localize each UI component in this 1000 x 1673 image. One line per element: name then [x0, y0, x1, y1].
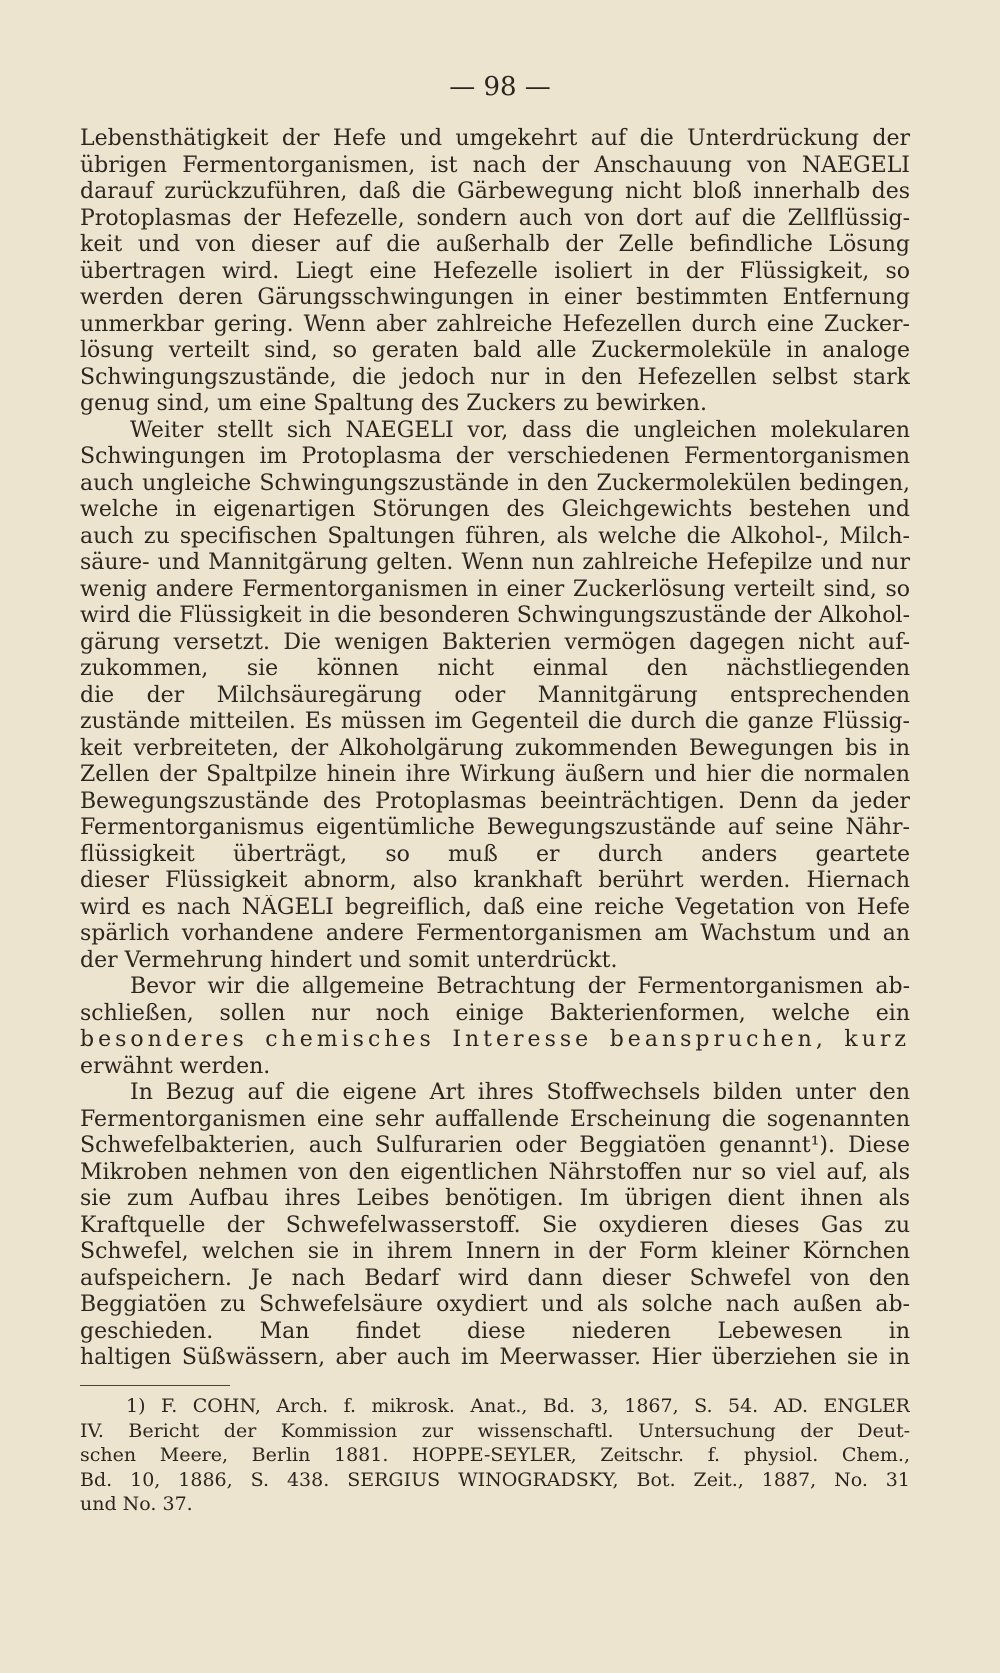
text-line: zustände mitteilen. Es müssen im Gegenteil die durch die ganze Flüssig-: [80, 709, 910, 734]
footnote-line: und No. 37.: [80, 1493, 193, 1515]
text-line: genug sind, um eine Spaltung des Zuckers zu bewirken.: [80, 391, 707, 416]
text-line: gärung versetzt. Die wenigen Bakterien vermögen dagegen nicht auf-: [80, 629, 910, 655]
footnote-line: schen Meere, Berlin 1881. HOPPE-SEYLER, Zeitschr. f. physiol. Chem.,: [80, 1444, 910, 1466]
text-line: lösung verteilt sind, so geraten bald alle Zuckermoleküle in analoge: [80, 338, 910, 363]
text-line: haltigen Süßwässern, aber auch im Meerwasser. Hier überziehen sie in: [80, 1345, 910, 1370]
text-line: besonderes chemisches Interesse beanspruchen, kurz: [80, 1027, 910, 1052]
text-line: unmerkbar gering. Wenn aber zahlreiche Hefezellen durch eine Zucker-: [80, 311, 910, 337]
text-line: Lebensthätigkeit der Hefe und umgekehrt auf die Unterdrückung der: [80, 126, 910, 151]
page-number: — 98 —: [449, 72, 551, 102]
text-line: Bewegungszustände des Protoplasmas beeinträchtigen. Denn da jeder: [80, 788, 910, 814]
paragraph-1: [80, 126, 910, 418]
text-line: Bevor wir die allgemeine Betrachtung der Fermentorganismen ab-: [130, 974, 910, 999]
text-line: auch ungleiche Schwingungszustände in den Zuckermolekülen bedingen,: [80, 470, 910, 496]
text-line: geschieden. Man findet diese niederen Lebewesen in: [80, 1318, 910, 1344]
text-line: Schwingungen im Protoplasma der verschiedenen Fermentorganismen: [80, 444, 910, 469]
paragraph-3: [80, 974, 910, 1080]
text-line: dieser Flüssigkeit abnorm, also krankhaft berührt werden. Hiernach: [80, 868, 910, 893]
text-line: Mikroben nehmen von den eigentlichen Nährstoffen nur so viel auf, als: [80, 1159, 910, 1185]
text-line: werden deren Gärungsschwingungen in einer bestimmten Entfernung: [80, 285, 910, 310]
body-text: [80, 126, 910, 1372]
text-line: Schwingungszustände, die jedoch nur in den Hefezellen selbst stark: [80, 364, 910, 390]
footnote-divider: [80, 1385, 230, 1386]
text-line: der Vermehrung hindert und somit unterdrückt.: [80, 947, 618, 973]
text-line: aufspeichern. Je nach Bedarf wird dann dieser Schwefel von den: [80, 1265, 910, 1291]
paragraph-4: [80, 1080, 910, 1372]
footnote-line: IV. Bericht der Kommission zur wissenschaftl. Untersuchung der Deut-: [80, 1419, 910, 1442]
text-line: Fermentorganismus eigentümliche Bewegungszustände auf seine Nähr-: [80, 815, 910, 840]
text-line: schließen, sollen nur noch einige Bakterienformen, welche ein: [80, 1000, 910, 1026]
footnote: [80, 1394, 910, 1517]
text-line: erwähnt werden.: [80, 1053, 271, 1079]
text-line: sie zum Aufbau ihres Leibes benötigen. Im übrigen dient ihnen als: [80, 1186, 910, 1211]
text-line: Zellen der Spaltpilze hinein ihre Wirkung äußern und hier die normalen: [80, 762, 910, 787]
text-line: welche in eigenartigen Störungen des Gleichgewichts bestehen und: [80, 497, 910, 522]
text-line: Kraftquelle der Schwefelwasserstoff. Sie oxydieren dieses Gas zu: [80, 1212, 910, 1238]
text-line: die der Milchsäuregärung oder Mannitgärung entsprechenden: [80, 682, 910, 708]
text-line: Fermentorganismen eine sehr auffallende Erscheinung die sogenannten: [80, 1106, 910, 1132]
text-line: auch zu specifischen Spaltungen führen, als welche die Alkohol-, Milch-: [80, 523, 910, 549]
text-line: Beggiatöen zu Schwefelsäure oxydiert und als solche nach außen ab-: [80, 1292, 910, 1317]
text-line: übertragen wird. Liegt eine Hefezelle isoliert in der Flüssigkeit, so: [80, 258, 910, 284]
text-line: keit verbreiteten, der Alkoholgärung zukommenden Bewegungen bis in: [80, 735, 910, 761]
footnote-line: Bd. 10, 1886, S. 438. SERGIUS WINOGRADSKY, Bot. Zeit., 1887, No. 31: [80, 1468, 910, 1491]
text-line: Weiter stellt sich NAEGELI vor, dass die ungleichen molekularen: [130, 417, 910, 443]
text-line: Schwefel, welchen sie in ihrem Innern in der Form kleiner Körnchen: [80, 1239, 910, 1264]
text-line: säure- und Mannitgärung gelten. Wenn nun zahlreiche Hefepilze und nur: [80, 550, 910, 575]
text-line: In Bezug auf die eigene Art ihres Stoffwechsels bilden unter den: [130, 1080, 910, 1105]
text-line: keit und von dieser auf die außerhalb der Zelle befindliche Lösung: [80, 232, 910, 257]
text-line: wenig andere Fermentorganismen in einer Zuckerlösung verteilt sind, so: [80, 576, 910, 602]
text-line: flüssigkeit überträgt, so muß er durch anders geartete: [80, 841, 910, 867]
text-line: übrigen Fermentorganismen, ist nach der Anschauung von NAEGELI: [80, 152, 910, 178]
text-line: spärlich vorhandene andere Fermentorganismen am Wachstum und an: [80, 921, 910, 946]
text-line: wird die Flüssigkeit in die besonderen Schwingungszustände der Alkohol-: [80, 603, 910, 628]
text-line: darauf zurückzuführen, daß die Gärbewegung nicht bloß innerhalb des: [80, 179, 910, 204]
text-line: Schwefelbakterien, auch Sulfurarien oder Beggiatöen genannt¹). Diese: [80, 1133, 910, 1158]
footnote-line: 1) F. COHN, Arch. f. mikrosk. Anat., Bd. 3, 1867, S. 54. AD. ENGLER: [126, 1395, 910, 1417]
text-line: zukommen, sie können nicht einmal den nächstliegenden: [80, 656, 910, 681]
text-line: Protoplasmas der Hefezelle, sondern auch von dort auf die Zellflüssig-: [80, 205, 910, 231]
text-line: wird es nach NÄGELI begreiflich, daß eine reiche Vegetation von Hefe: [80, 894, 910, 920]
paragraph-2: [80, 418, 910, 975]
